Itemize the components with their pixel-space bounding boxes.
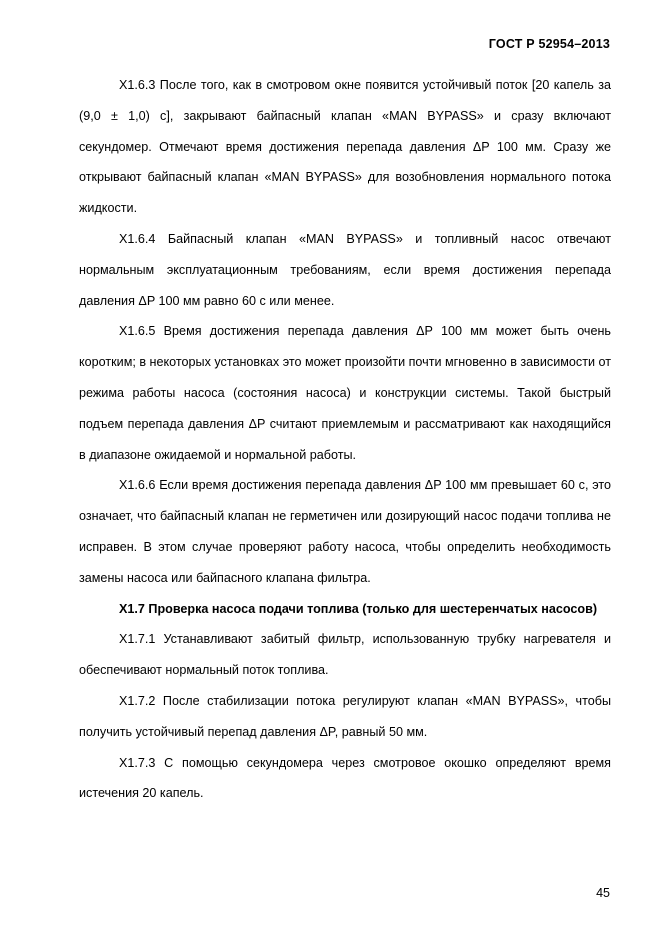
paragraph-x1-6-5: Х1.6.5 Время достижения перепада давления ΔP 100 мм может быть очень коротким; в некоторых установках это может произойти почти мгновенно в зависимости от режима работы насоса (состояния насоса) и конструкции системы. Такой быстрый подъем перепада давления ΔP считают приемлемым и рассматривают как находящийся в диапазоне ожидаемой и нормальной работы. — [79, 324, 611, 462]
paragraph-x1-6-4: Х1.6.4 Байпасный клапан «MAN BYPASS» и топливный насос отвечают нормальным эксплуатационным требованиям, если время достижения перепада давления ΔP 100 мм равно 60 с или менее. — [79, 231, 611, 308]
standard-designation: ГОСТ Р 52954–2013 — [488, 37, 610, 51]
paragraph-x1-7-1: Х1.7.1 Устанавливают забитый фильтр, использованную трубку нагревателя и обеспечивают нормальный поток топлива. — [79, 632, 611, 678]
paragraph-x1-6-6: Х1.6.6 Если время достижения перепада давления ΔP 100 мм превышает 60 с, это означает, что байпасный клапан не герметичен или дозирующий насос подачи топлива не исправен. В этом случае проверяют работу насоса, чтобы определить необходимость замены насоса или байпасного клапана фильтра. — [79, 478, 611, 585]
paragraph-x1-7-3: Х1.7.3 С помощью секундомера через смотровое окошко определяют время истечения 20 капель. — [79, 755, 611, 801]
paragraph-x1-7-2: Х1.7.2 После стабилизации потока регулируют клапан «MAN BYPASS», чтобы получить устойчивый перепад давления ΔP, равный 50 мм. — [79, 693, 611, 739]
page-number: 45 — [596, 886, 610, 900]
paragraph-x1-6-3: Х1.6.3 После того, как в смотровом окне появится устойчивый поток [20 капель за (9,0 ± 1,0) с], закрывают байпасный клапан «MAN BYPASS» и сразу включают секундомер. Отмечают время достижения перепада давления ΔP 100 мм. Сразу же открывают байпасный клапан «MAN BYPASS» для возобновления нормального потока жидкости. — [79, 78, 611, 216]
body-text — [79, 70, 611, 809]
section-heading-x1-7: Х1.7 Проверка насоса подачи топлива (только для шестеренчатых насосов) — [119, 601, 598, 616]
